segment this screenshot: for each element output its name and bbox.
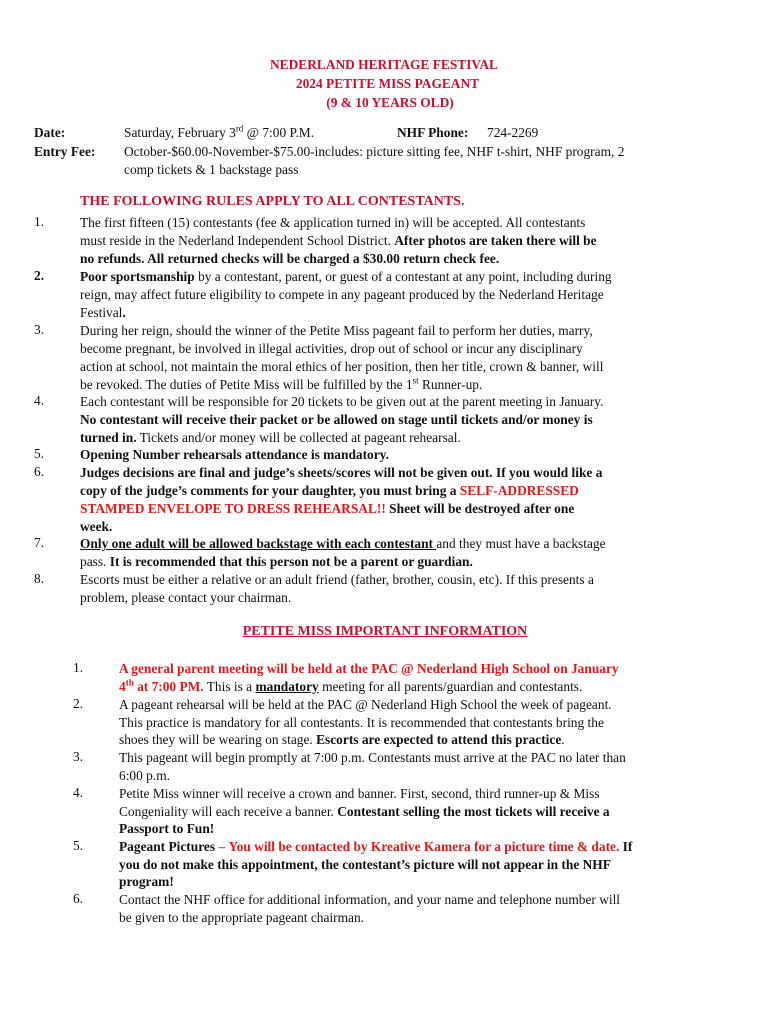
festival-title: NEDERLAND HERITAGE FESTIVAL <box>270 57 498 72</box>
rule-text: Festival. <box>80 305 126 320</box>
age-group: (9 & 10 YEARS OLD) <box>326 95 454 110</box>
info-number: 1. <box>73 660 84 675</box>
rule-text: Only one adult will be allowed backstage with each contestant and they must have a backstage <box>80 536 606 551</box>
phone-value: 724-2269 <box>487 125 539 140</box>
rule-text: During her reign, should the winner of the Petite Miss pageant fail to perform her duties, marry, <box>80 323 593 338</box>
info-number: 5. <box>73 838 84 853</box>
rule-text: pass. It is recommended that this person not be a parent or guardian. <box>80 554 473 569</box>
rule-text: Each contestant will be responsible for 20 tickets to be given out at the parent meeting in January. <box>80 394 604 409</box>
rule-text: week. <box>80 519 113 534</box>
info-number: 6. <box>73 891 84 906</box>
info-text: be given to the appropriate pageant chairman. <box>119 909 365 925</box>
info-text: This pageant will begin promptly at 7:00 p.m. Contestants must arrive at the PAC no later than <box>119 750 626 765</box>
rule-text: Escorts must be either a relative or an adult friend (father, brother, cousin, etc). If this presents a <box>80 572 594 587</box>
rule-text: The first fifteen (15) contestants (fee & application turned in) will be accepted. All contestants <box>80 215 586 230</box>
info-text: A general parent meeting will be held at the PAC @ Nederland High School on January <box>119 661 619 676</box>
info-text: shoes they will be wearing on stage. Escorts are expected to attend this practice. <box>119 732 565 748</box>
info-text: 4th at 7:00 PM. This is a mandatory meeting for all parents/guardian and contestants. <box>119 677 583 694</box>
info-number: 4. <box>73 785 84 800</box>
info-text: 6:00 p.m. <box>119 767 170 783</box>
rule-text: No contestant will receive their packet or be allowed on stage until tickets and/or money is <box>80 412 593 427</box>
info-text: This practice is mandatory for all contestants. It is recommended that contestants bring the <box>119 714 604 730</box>
rule-text: Poor sportsmanship by a contestant, parent, or guest of a contestant at any point, including during <box>80 269 612 284</box>
rule-number: 3. <box>34 322 45 337</box>
rule-text: turned in. Tickets and/or money will be collected at pageant rehearsal. <box>80 430 461 445</box>
phone-label: NHF Phone: <box>397 125 469 140</box>
rule-number: 5. <box>34 446 45 461</box>
rule-number: 1. <box>34 214 45 229</box>
rule-number: 4. <box>34 393 45 408</box>
info-text: Petite Miss winner will receive a crown and banner. First, second, third runner-up & Miss <box>119 786 600 801</box>
rule-text: must reside in the Nederland Independent School District. After photos are taken there will be <box>80 233 597 248</box>
pageant-title: 2024 PETITE MISS PAGEANT <box>295 76 480 91</box>
info-text: A pageant rehearsal will be held at the PAC @ Nederland High School the week of pageant. <box>119 697 612 712</box>
rule-number: 7. <box>34 535 45 550</box>
info-text: Passport to Fun! <box>119 821 215 837</box>
rule-text: Judges decisions are final and judge’s sheets/scores will not be given out. If you would like a <box>80 465 603 480</box>
rule-number: 2. <box>34 268 45 283</box>
rules-title: THE FOLLOWING RULES APPLY TO ALL CONTESTANTS. <box>80 194 465 209</box>
fee-line-1: October-$60.00-November-$75.00-includes: picture sitting fee, NHF t-shirt, NHF program, 2 <box>124 144 625 159</box>
rule-text: Opening Number rehearsals attendance is mandatory. <box>80 447 389 462</box>
document-header <box>0 55 770 112</box>
rule-number: 6. <box>34 464 45 479</box>
rule-text: be revoked. The duties of Petite Miss will be fulfilled by the 1st Runner-up. <box>80 375 483 392</box>
info-text: you do not make this appointment, the contestant’s picture will not appear in the NHF <box>119 856 611 872</box>
rule-text: become pregnant, be involved in illegal activities, drop out of school or incur any disciplinary <box>80 341 583 356</box>
fee-line-2: comp tickets & 1 backstage pass <box>124 162 299 177</box>
info-text: program! <box>119 874 174 890</box>
info-number: 2. <box>73 696 84 711</box>
rule-text: action at school, not maintain the moral ethics of her position, then her title, crown & banner, will <box>80 359 604 374</box>
rule-text: problem, please contact your chairman. <box>80 590 292 605</box>
date-label: Date: <box>34 125 66 140</box>
fee-label: Entry Fee: <box>34 144 96 159</box>
rule-text: copy of the judge’s comments for your daughter, you must bring a SELF-ADDRESSED <box>80 483 579 498</box>
date-value: Saturday, February 3rd @ 7:00 P.M. <box>124 123 315 140</box>
info-text: Congeniality will each receive a banner. Contestant selling the most tickets will receive a <box>119 803 610 819</box>
rule-text: no refunds. All returned checks will be charged a $30.00 return check fee. <box>80 251 500 266</box>
info-number: 3. <box>73 749 84 764</box>
info-text: Pageant Pictures – You will be contacted by Kreative Kamera for a picture time & date. If <box>119 839 633 854</box>
info-text: Contact the NHF office for additional information, and your name and telephone number will <box>119 892 621 907</box>
rule-number: 8. <box>34 571 45 586</box>
rule-text: reign, may affect future eligibility to compete in any pageant produced by the Nederland Heritage <box>80 287 604 302</box>
info-title: PETITE MISS IMPORTANT INFORMATION <box>242 624 528 639</box>
rule-text: STAMPED ENVELOPE TO DRESS REHEARSAL!! Sheet will be destroyed after one <box>80 501 575 516</box>
